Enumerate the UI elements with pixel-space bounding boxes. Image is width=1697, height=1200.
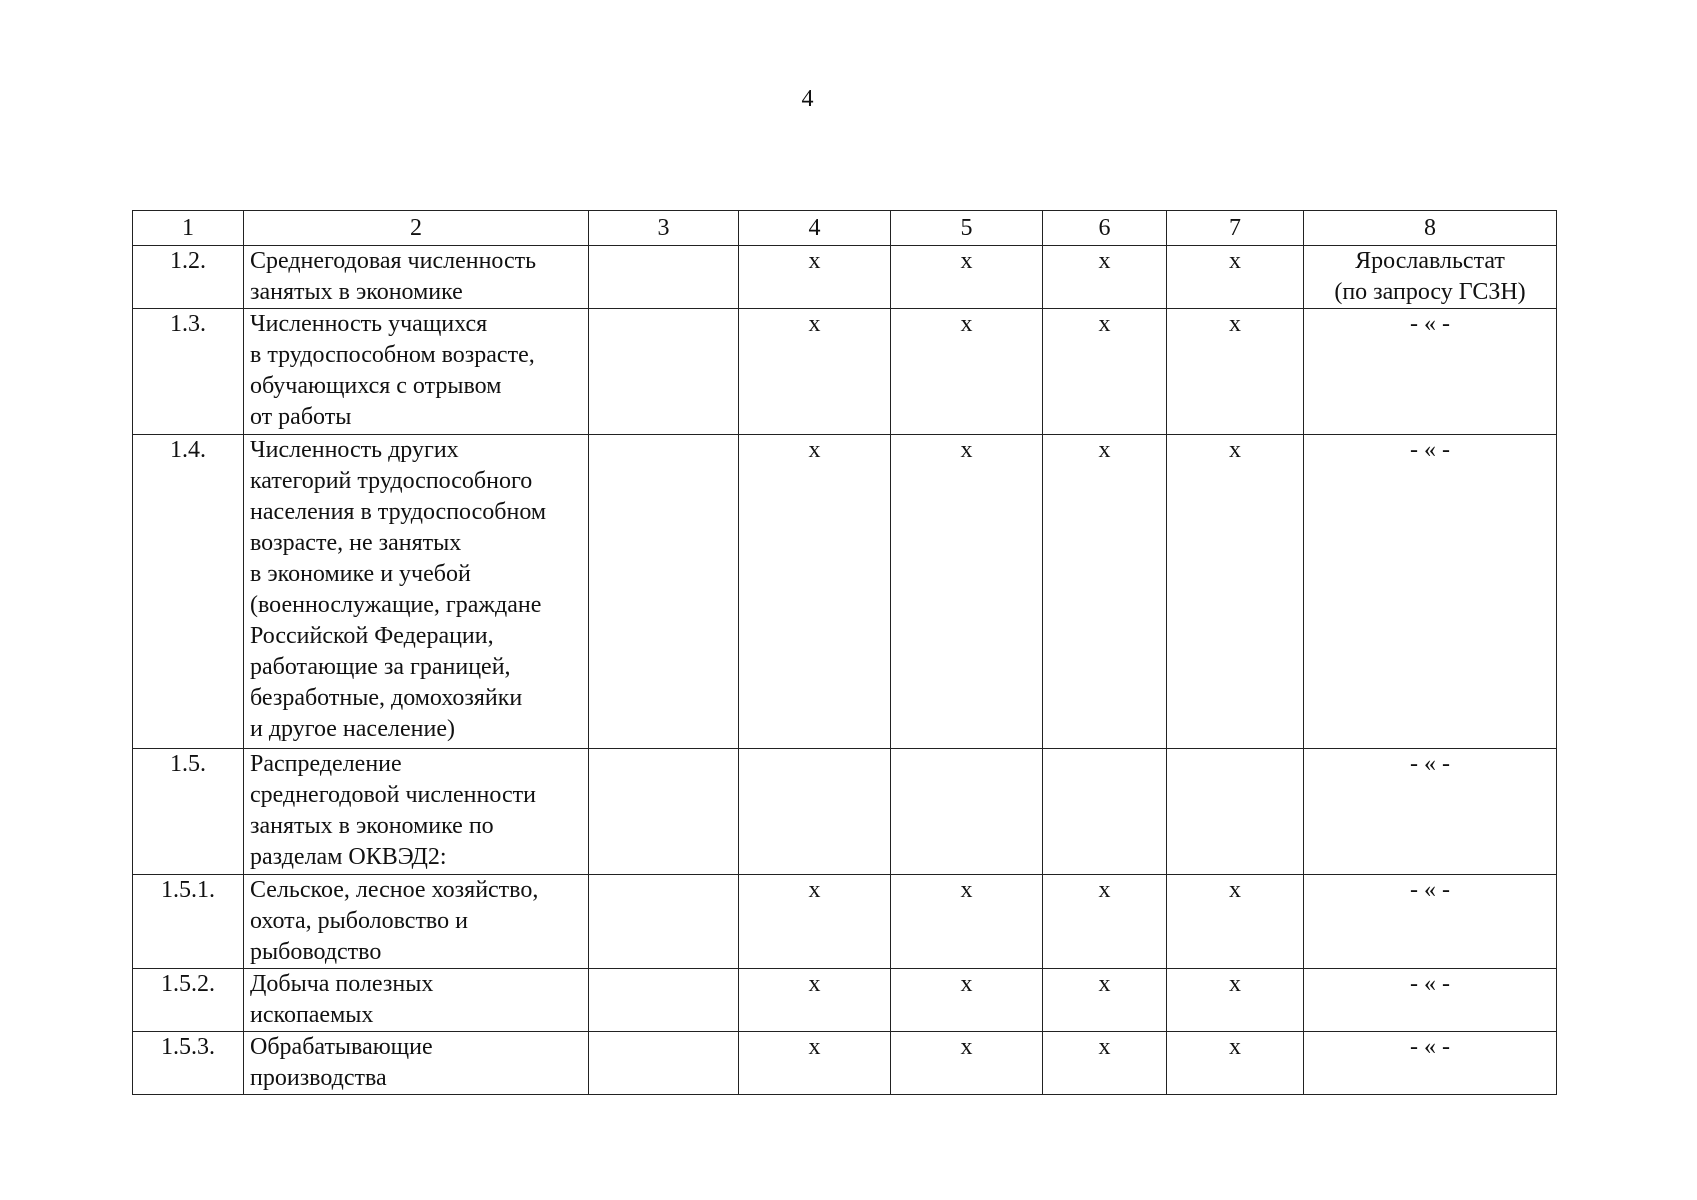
cell-source bbox=[1304, 1032, 1557, 1095]
cell-col-3 bbox=[589, 1032, 739, 1095]
name-line: Обрабатывающие bbox=[250, 1034, 433, 1060]
cell-col-5: x bbox=[891, 1032, 1043, 1095]
cell-source bbox=[1304, 435, 1557, 749]
source-line: - « - bbox=[1410, 437, 1450, 463]
name-line: среднегодовой численности bbox=[250, 782, 536, 808]
cell-col-7: x bbox=[1167, 969, 1304, 1032]
name-line: в экономике и учебой bbox=[250, 561, 471, 587]
header-col-8: 8 bbox=[1304, 211, 1557, 246]
header-col-1: 1 bbox=[133, 211, 244, 246]
table-row bbox=[133, 309, 1557, 435]
row-number: 1.5.3. bbox=[133, 1032, 244, 1095]
table-row bbox=[133, 435, 1557, 749]
header-col-3: 3 bbox=[589, 211, 739, 246]
table-header-row bbox=[133, 211, 1557, 246]
name-line: в трудоспособном возрасте, bbox=[250, 342, 535, 368]
cell-col-3 bbox=[589, 309, 739, 435]
cell-col-4: x bbox=[739, 246, 891, 309]
cell-col-6: x bbox=[1043, 309, 1167, 435]
cell-col-5: x bbox=[891, 969, 1043, 1032]
cell-col-3 bbox=[589, 875, 739, 969]
name-line: работающие за границей, bbox=[250, 654, 511, 680]
cell-col-4: x bbox=[739, 875, 891, 969]
row-number: 1.3. bbox=[133, 309, 244, 435]
cell-col-7: x bbox=[1167, 875, 1304, 969]
cell-col-5: x bbox=[891, 435, 1043, 749]
name-line: производства bbox=[250, 1065, 387, 1091]
header-col-7: 7 bbox=[1167, 211, 1304, 246]
row-indicator-name bbox=[244, 435, 589, 749]
cell-col-4 bbox=[739, 749, 891, 875]
row-indicator-name bbox=[244, 875, 589, 969]
name-line: рыбоводство bbox=[250, 939, 382, 965]
source-line: - « - bbox=[1410, 877, 1450, 903]
name-line: Среднегодовая численность bbox=[250, 248, 537, 274]
name-line: от работы bbox=[250, 404, 352, 430]
page-number bbox=[0, 86, 1697, 113]
cell-col-4: x bbox=[739, 309, 891, 435]
row-indicator-name bbox=[244, 1032, 589, 1095]
name-line: охота, рыболовство и bbox=[250, 908, 468, 934]
table-row bbox=[133, 246, 1557, 309]
cell-col-5 bbox=[891, 749, 1043, 875]
name-line: категорий трудоспособного bbox=[250, 468, 533, 494]
row-number: 1.2. bbox=[133, 246, 244, 309]
name-line: возрасте, не занятых bbox=[250, 530, 462, 556]
cell-col-6: x bbox=[1043, 435, 1167, 749]
name-line: занятых в экономике по bbox=[250, 813, 494, 839]
cell-col-7: x bbox=[1167, 246, 1304, 309]
table-row bbox=[133, 875, 1557, 969]
name-line: занятых в экономике bbox=[250, 279, 463, 305]
source-line: (по запросу ГСЗН) bbox=[1334, 279, 1526, 305]
row-indicator-name bbox=[244, 246, 589, 309]
source-line: - « - bbox=[1410, 751, 1450, 777]
name-line: Российской Федерации, bbox=[250, 623, 494, 649]
cell-col-7: x bbox=[1167, 1032, 1304, 1095]
cell-col-4: x bbox=[739, 435, 891, 749]
source-line: - « - bbox=[1410, 971, 1450, 997]
name-line: (военнослужащие, граждане bbox=[250, 592, 542, 618]
row-number: 1.5.1. bbox=[133, 875, 244, 969]
table-row bbox=[133, 749, 1557, 875]
row-indicator-name bbox=[244, 749, 589, 875]
page-number-text: 4 bbox=[801, 86, 814, 112]
cell-col-6 bbox=[1043, 749, 1167, 875]
cell-col-5: x bbox=[891, 246, 1043, 309]
source-line: - « - bbox=[1410, 1034, 1450, 1060]
cell-col-6: x bbox=[1043, 246, 1167, 309]
cell-source bbox=[1304, 309, 1557, 435]
cell-source bbox=[1304, 875, 1557, 969]
cell-col-6: x bbox=[1043, 875, 1167, 969]
cell-col-4: x bbox=[739, 1032, 891, 1095]
cell-source bbox=[1304, 246, 1557, 309]
source-line: - « - bbox=[1410, 311, 1450, 337]
statistics-table bbox=[132, 210, 1557, 1095]
row-indicator-name bbox=[244, 969, 589, 1032]
name-line: населения в трудоспособном bbox=[250, 499, 547, 525]
name-line: Распределение bbox=[250, 751, 402, 777]
name-line: разделам ОКВЭД2: bbox=[250, 844, 447, 870]
header-col-4: 4 bbox=[739, 211, 891, 246]
header-col-5: 5 bbox=[891, 211, 1043, 246]
table-row bbox=[133, 969, 1557, 1032]
header-col-6: 6 bbox=[1043, 211, 1167, 246]
cell-col-5: x bbox=[891, 309, 1043, 435]
row-number: 1.5. bbox=[133, 749, 244, 875]
name-line: безработные, домохозяйки bbox=[250, 685, 523, 711]
cell-col-6: x bbox=[1043, 1032, 1167, 1095]
cell-col-7 bbox=[1167, 749, 1304, 875]
row-indicator-name bbox=[244, 309, 589, 435]
cell-col-5: x bbox=[891, 875, 1043, 969]
cell-col-3 bbox=[589, 969, 739, 1032]
cell-source bbox=[1304, 969, 1557, 1032]
cell-col-4: x bbox=[739, 969, 891, 1032]
name-line: ископаемых bbox=[250, 1002, 374, 1028]
name-line: Сельское, лесное хозяйство, bbox=[250, 877, 539, 903]
cell-source bbox=[1304, 749, 1557, 875]
name-line: Численность учащихся bbox=[250, 311, 488, 337]
cell-col-7: x bbox=[1167, 309, 1304, 435]
name-line: и другое население) bbox=[250, 716, 455, 742]
name-line: Численность других bbox=[250, 437, 459, 463]
table-row bbox=[133, 1032, 1557, 1095]
name-line: Добыча полезных bbox=[250, 971, 434, 997]
name-line: обучающихся с отрывом bbox=[250, 373, 502, 399]
row-number: 1.5.2. bbox=[133, 969, 244, 1032]
cell-col-7: x bbox=[1167, 435, 1304, 749]
source-line: Ярославльстат bbox=[1355, 248, 1505, 274]
cell-col-3 bbox=[589, 435, 739, 749]
cell-col-3 bbox=[589, 246, 739, 309]
header-col-2: 2 bbox=[244, 211, 589, 246]
cell-col-3 bbox=[589, 749, 739, 875]
row-number: 1.4. bbox=[133, 435, 244, 749]
cell-col-6: x bbox=[1043, 969, 1167, 1032]
